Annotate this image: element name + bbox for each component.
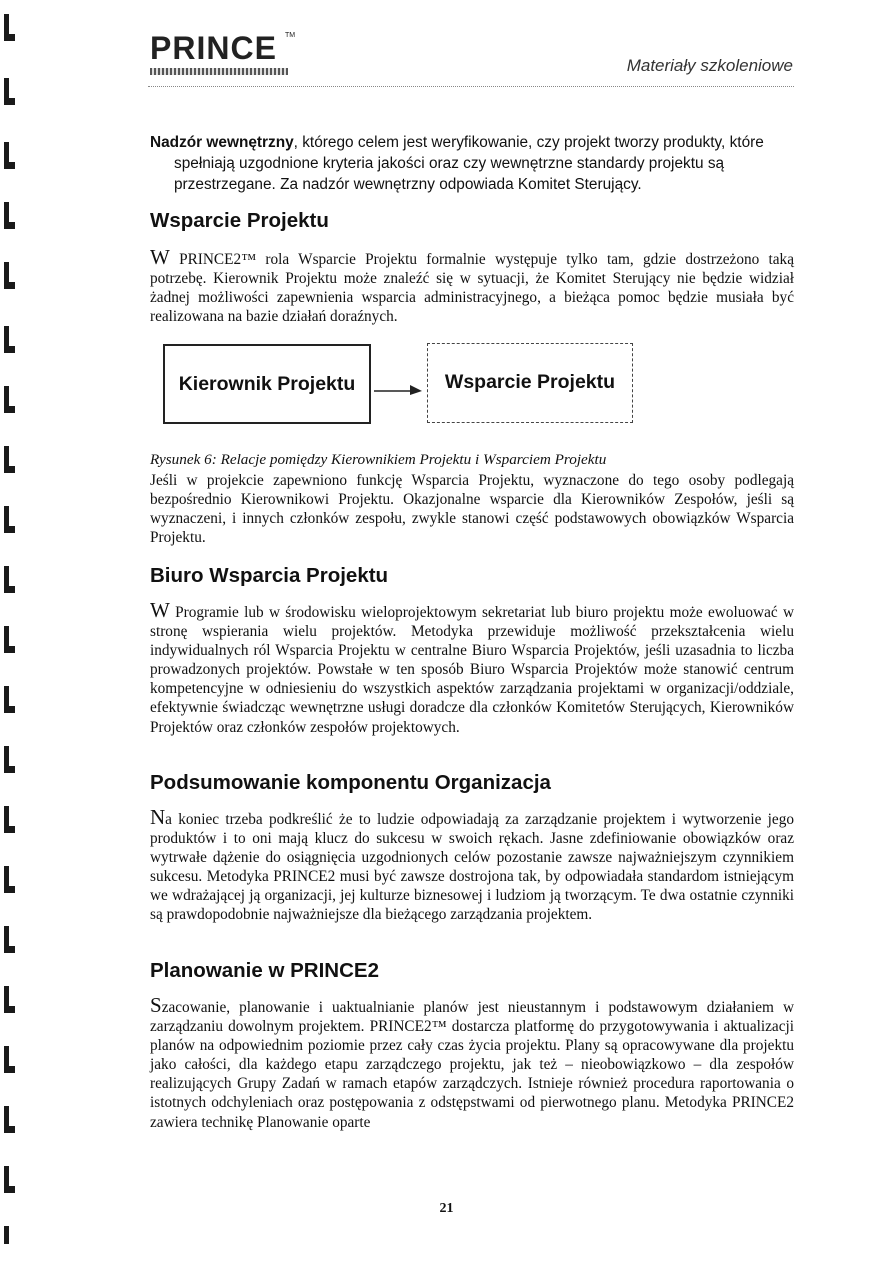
- paragraph-project-support: [150, 245, 794, 326]
- paragraph-planning: [150, 993, 794, 1132]
- box-project-manager: [163, 344, 371, 424]
- heading-planning: Planowanie w PRINCE2: [150, 959, 379, 982]
- dropcap: N: [150, 805, 166, 829]
- paragraph-text: Programie lub w środowisku wieloprojektowym sekretariat lub biuro projektu może ewoluować w stronę wspierania wielu projektów. Metodyka przewiduje możliwość przekształcenia wielu indywidualnych ról Wsparcia Projektu w centralne Biuro Wsparcia Projektów, jeśli uzasadnia to liczba prowadzonych projektów. Powstałe w ten sposób Biuro Wsparcia Projektów może stanowić centrum kompetencyjne w odniesieniu do wszystkich aspektów zarządzania projektami w organizacji/oddziale, efektywnie świadcząc wewnętrzne usługi doradcze dla członków Komitetów Sterujących, Kierowników Projektów oraz członków zespołów projektowych.: [150, 604, 794, 736]
- logo-trademark: TM: [285, 32, 296, 39]
- logo-band: [150, 68, 288, 75]
- paragraph-text: PRINCE2™ rola Wsparcie Projektu formalnie występuje tylko tam, gdzie dostrzeżono taką potrzebę. Kierownik Projektu może znaleźć się w sytuacji, że Komitet Sterujący nie będzie widział żadnej możliwości zapewnienia wsparcia administracyjnego, a bieżąca pomoc będzie musiała być realizowana na bazie działań doraźnych.: [150, 251, 794, 326]
- paragraph-text: a koniec trzeba podkreślić że to ludzie odpowiadają za zarządzanie projektem i wytworzenie jego produktów i to oni mają klucz do sukcesu w swoich rękach. Jasne zdefiniowanie obowiązków oraz wytrwałe dążenie do osiągnięcia uzgodnionych celów pozostanie zawsze najważniejszym czynnikiem sukcesu. Metodyka PRINCE2 musi być zawsze dostrojona tak, by odpowiadała standardom istniejącym we wdrażającej ją organizacji, jej kulturze biznesowej i ludziom ją tworzącym. Te dwa ostatnie czynniki są prawdopodobnie najważniejsze dla bieżącego zarządzania projektem.: [150, 811, 794, 924]
- figure-caption: Rysunek 6: Relacje pomiędzy Kierownikiem Projektu i Wsparciem Projektu: [150, 451, 607, 468]
- intro-text: , którego celem jest weryfikowanie, czy projekt tworzy produkty, które spełniają uzgodnione kryteria jakości oraz czy wewnętrzne standardy projektu są przestrzegane. Za nadzór wewnętrzny odpowiada Komitet Sterujący.: [174, 134, 764, 193]
- header-divider: [148, 86, 794, 87]
- prince2-logo: [150, 30, 296, 76]
- box-project-manager-label: Kierownik Projektu: [178, 373, 356, 395]
- paragraph-text: zacowanie, planowanie i uaktualnianie planów jest nieustannym i podstawowym działaniem w zarządzaniu dowolnym projektem. PRINCE2™ dostarcza platformę do przygotowywania i aktualizacji planów na odpowiednim poziomie przez cały czas życia projektu. Plany są opracowywane dla projektu jako całości, dla każdego etapu zarządczego projektu, jak też – nieobowiązkowo – dla zespołów realizujących Grupy Zadań w ramach etapów zarządczych. Istnieje również procedura raportowania o istotnych odchyleniach oraz postępowania z odstępstwami od pierwotnego planu. Metodyka PRINCE2 zawiera technikę Planowanie oparte: [150, 999, 794, 1131]
- paragraph-organization-summary: [150, 805, 794, 925]
- dropcap: S: [150, 993, 162, 1017]
- arrow-right-icon: [372, 382, 426, 396]
- heading-organization-summary: Podsumowanie komponentu Organizacja: [150, 771, 551, 794]
- page-number: 21: [439, 1201, 454, 1216]
- box-project-support-label: Wsparcie Projektu: [444, 371, 616, 393]
- logo-text: PRINCE: [150, 30, 277, 66]
- box-project-support: [427, 343, 633, 423]
- dropcap: W: [150, 598, 170, 622]
- header-title: Materiały szkoleniowe: [626, 56, 793, 75]
- intro-bold-term: Nadzór wewnętrzny: [150, 134, 294, 151]
- heading-project-support: Wsparcie Projektu: [150, 209, 329, 232]
- paragraph-project-support-office: [150, 598, 794, 737]
- paragraph-after-figure: Jeśli w projekcie zapewniono funkcję Wsparcia Projektu, wyznaczone do tego osoby podlegają bezpośrednio Kierownikowi Projektu. Okazjonalne wsparcie dla Kierowników Zespołów, jeśli są wyznaczeni, i innych członków zespołu, zwykle stanowi część podstawowych obowiązków Wsparcia Projektu.: [150, 472, 794, 547]
- heading-project-support-office: Biuro Wsparcia Projektu: [150, 564, 389, 587]
- intro-paragraph: [150, 132, 794, 195]
- dropcap: W: [150, 245, 170, 269]
